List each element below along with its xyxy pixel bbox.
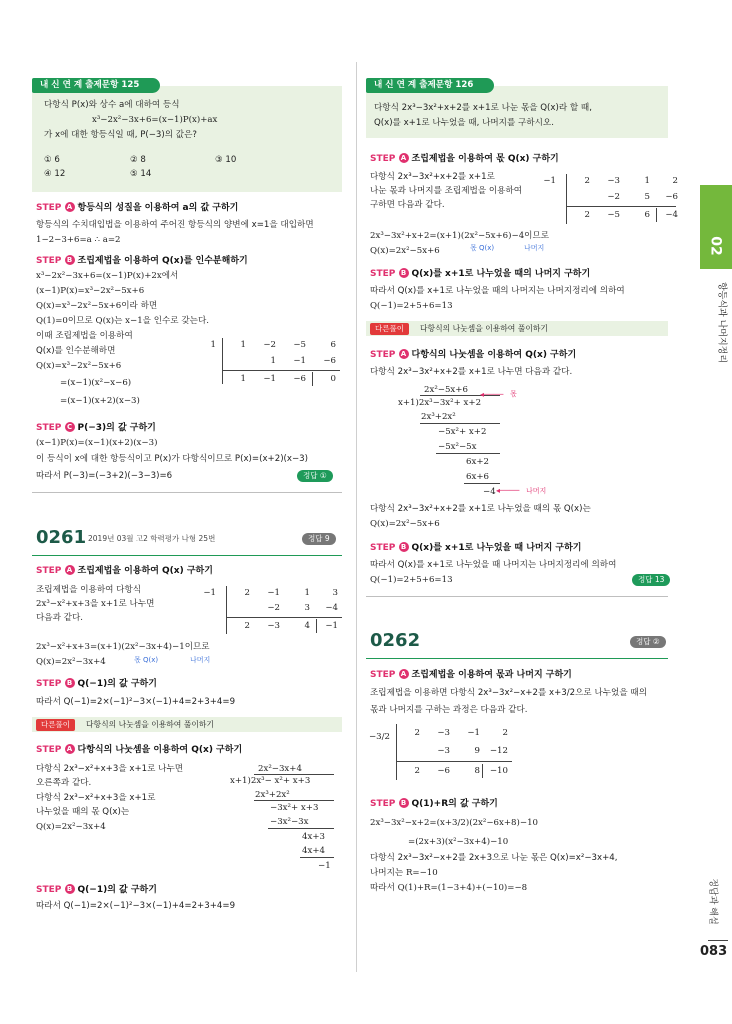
p125-b6: Q(x)를 인수분해하면: [36, 346, 116, 356]
syn-cell: 8: [474, 766, 480, 776]
syn-cell: −1: [293, 356, 306, 366]
syn-cell: 9: [474, 746, 480, 756]
p0261-a2: 2x³−x²+x+3을 x+1로 나누면: [36, 599, 155, 609]
p0262-step-a: STEP A 조립제법을 이용하여 몫과 나머지 구하기: [370, 670, 572, 680]
syn-cell: 6: [330, 340, 336, 350]
p0262-number: 0262: [370, 630, 421, 651]
syn-cell: −1: [467, 728, 480, 738]
p126-step-a: STEP A 조립제법을 이용하여 몫 Q(x) 구하기: [370, 154, 559, 164]
p126-a2: 나눈 몫과 나머지를 조립제법을 이용하여: [370, 186, 523, 196]
p0262-b3: 다항식 2x³−3x²−x+2를 2x+3으로 나눈 몫은 Q(x)=x²−3x+4,: [370, 853, 618, 863]
p125-b3: Q(x)=x³−2x²−5x+6이라 하면: [36, 301, 158, 311]
syn-cell: −2: [607, 192, 620, 202]
p126-a3: 구하면 다음과 같다.: [370, 200, 445, 210]
syn-cell: 2: [244, 588, 250, 598]
div-line: x+1)2x³− x²+ x+3: [230, 776, 311, 786]
syn-cell: 2: [244, 621, 250, 631]
p0261-alt-label: 다른풀이: [36, 719, 75, 731]
chapter-tab: [700, 185, 732, 269]
p0261-step-b2: STEP B Q(−1)의 값 구하기: [36, 885, 157, 895]
p0261-top-rule: [32, 492, 342, 493]
p126-c3: Q(x)=2x²−5x+6: [370, 519, 440, 529]
p126-b2: Q(−1)=2+5+6=13: [370, 301, 453, 311]
syn-cell: −1: [325, 621, 338, 631]
p126-a4: 2x³−3x²+x+2=(x+1)(2x²−5x+6)−4이므로: [370, 231, 550, 241]
p0262-top-rule: [366, 596, 668, 597]
p0261-d5: Q(x)=2x²−3x+4: [36, 822, 106, 832]
p126-e1: 따라서 Q(x)를 x+1로 나누었을 때 나머지는 나머지정리에 의하여: [370, 560, 617, 570]
p126-q2: Q(x)를 x+1로 나누었을 때, 나머지를 구하시오.: [374, 118, 554, 128]
p125-b4: Q(1)=0이므로 Q(x)는 x−1을 인수로 갖는다.: [36, 316, 209, 326]
p0261-note-remainder: 나머지: [190, 656, 211, 664]
syn-cell: 1: [240, 374, 246, 384]
p0261-d2: 오른쪽과 같다.: [36, 778, 92, 788]
div-line: 4x+4: [302, 846, 325, 856]
syn-cell: 2: [584, 176, 590, 186]
div-line: 6x+6: [466, 472, 489, 482]
p0262-a2: 몫과 나머지를 구하는 과정은 다음과 같다.: [370, 705, 528, 715]
div-line: 4x+3: [302, 832, 325, 842]
choice-5: ⑤ 14: [130, 169, 152, 179]
p126-step-b2: STEP B Q(x)를 x+1로 나누었을 때 나머지 구하기: [370, 543, 582, 553]
p0261-note-quotient: 몫 Q(x): [134, 656, 159, 664]
page-number: 083: [700, 944, 728, 959]
div-line: 2x²−5x+6: [424, 385, 468, 395]
p125-c1: (x−1)P(x)=(x−1)(x+2)(x−3): [36, 438, 158, 448]
p0261-source: 2019년 03월 고2 학력평가 나형 25번: [88, 534, 216, 543]
problem-126-header: 내 신 연 계 출제문항 126: [366, 78, 494, 93]
syn-cell: 1: [240, 340, 246, 350]
p126-label-quotient: 몫: [510, 390, 517, 398]
syn-cell: −3: [607, 176, 620, 186]
syn-cell: −6: [665, 192, 678, 202]
syn-cell: 1: [644, 176, 650, 186]
p125-b5: 이때 조립제법을 이용하여: [36, 331, 133, 341]
syn-cell: 2: [502, 728, 508, 738]
p0261-answer-badge: 정답 9: [302, 533, 336, 545]
p126-note-remainder: 나머지: [524, 244, 545, 252]
syn-cell: 1: [304, 588, 310, 598]
p125-b9: =(x−1)(x+2)(x−3): [60, 396, 140, 406]
p125-q2: x³−2x²−3x+6=(x−1)P(x)+ax: [92, 115, 218, 125]
p126-label-remainder: 나머지: [526, 487, 547, 495]
p0261-alt-text: 다항식의 나눗셈을 이용하여 풀이하기: [86, 720, 214, 729]
syn-cell: −4: [325, 603, 338, 613]
p0261-a1: 조립제법을 이용하여 다항식: [36, 585, 142, 595]
chapter-title: 항등식과 나머지정리: [716, 281, 727, 364]
p0262-b5: 따라서 Q(1)+R=(1−3+4)+(−10)=−8: [370, 883, 528, 893]
p125-c3: 따라서 P(−3)=(−3+2)(−3−3)=6: [36, 471, 173, 481]
p0261-step-b: STEP B Q(−1)의 값 구하기: [36, 679, 157, 689]
p0262-a1: 조립제법을 이용하면 다항식 2x³−3x²−x+2를 x+3/2으로 나누었을 때의: [370, 688, 647, 698]
div-line: x+1)2x³−3x²+ x+2: [398, 398, 482, 408]
p126-alt-text: 다항식의 나눗셈을 이용하여 풀이하기: [420, 324, 548, 333]
arrow-left-icon: ◂────: [480, 390, 504, 399]
choice-1: ① 6: [44, 155, 60, 165]
footer-rule: [708, 940, 728, 941]
div-line: −3x²−3x: [270, 817, 309, 827]
p0261-d4: 나누었을 때의 몫 Q(x)는: [36, 807, 130, 817]
p126-c2: 다항식 2x³−3x²+x+2를 x+1로 나누었을 때의 몫 Q(x)는: [370, 504, 591, 514]
syn-cell: 2: [584, 210, 590, 220]
div-line: −1: [318, 861, 331, 871]
p126-note-quotient: 몫 Q(x): [470, 244, 495, 252]
syn-cell: 0: [330, 374, 336, 384]
syn-cell: −2: [263, 340, 276, 350]
syn-cell: −1: [267, 588, 280, 598]
p125-b7: Q(x)=x³−2x²−5x+6: [36, 361, 122, 371]
p0262-b4: 나머지는 R=−10: [370, 868, 438, 878]
syn-cell: 2: [672, 176, 678, 186]
syn-divisor: −3/2: [368, 732, 390, 742]
syn-cell: −1: [263, 374, 276, 384]
p126-answer-badge: 정답 13: [632, 574, 670, 586]
p0261-d3: 다항식 2x³−x²+x+3을 x+1로: [36, 793, 156, 803]
choice-3: ③ 10: [215, 155, 237, 165]
div-line: −4: [483, 487, 496, 497]
p0261-d1: 다항식 2x³−x²+x+3을 x+1로 나누면: [36, 764, 184, 774]
p0262-b2: =(2x+3)(x²−3x+4)−10: [408, 837, 509, 847]
p0261-a4: 2x³−x²+x+3=(x+1)(2x²−3x+4)−1이므로: [36, 642, 210, 652]
p125-c2: 이 등식이 x에 대한 항등식이고 P(x)가 다항식이므로 P(x)=(x+2)(x−3): [36, 454, 309, 464]
p125-answer-badge: 정답 ①: [297, 470, 333, 482]
syn-cell: −3: [437, 728, 450, 738]
syn-cell: −6: [293, 374, 306, 384]
syn-cell: 3: [332, 588, 338, 598]
p126-step-a2: STEP A 다항식의 나눗셈을 이용하여 Q(x) 구하기: [370, 350, 577, 360]
syn-cell: −10: [489, 766, 508, 776]
p126-step-b: STEP B Q(x)를 x+1로 나누었을 때의 나머지 구하기: [370, 269, 591, 279]
choice-4: ④ 12: [44, 169, 66, 179]
p125-q1: 다항식 P(x)와 상수 a에 대하여 등식: [44, 100, 180, 110]
syn-divisor: 1: [210, 340, 216, 350]
div-line: −5x²+ x+2: [438, 427, 487, 437]
p0262-step-b: STEP B Q(1)+R의 값 구하기: [370, 799, 498, 809]
p126-a1: 다항식 2x³−3x²+x+2를 x+1로: [370, 172, 495, 182]
syn-cell: −4: [665, 210, 678, 220]
div-line: −3x²+ x+3: [270, 803, 319, 813]
p125-step-b: STEP B 조립제법을 이용하여 Q(x)를 인수분해하기: [36, 256, 248, 266]
syn-divisor: −1: [543, 176, 556, 186]
choice-2: ② 8: [130, 155, 146, 165]
p126-c1: 다항식 2x³−3x²+x+2를 x+1로 나누면 다음과 같다.: [370, 367, 573, 377]
syn-cell: 3: [304, 603, 310, 613]
p0261-rule: [32, 555, 342, 556]
div-line: 2x²−3x+4: [258, 764, 302, 774]
syn-cell: 2: [414, 766, 420, 776]
p0261-number: 0261: [36, 527, 87, 548]
column-divider: [356, 62, 357, 972]
syn-cell: 5: [644, 192, 650, 202]
div-line: 2x³+2x²: [421, 412, 456, 422]
p0261-a5: Q(x)=2x²−3x+4: [36, 657, 106, 667]
div-line: 6x+2: [466, 457, 489, 467]
p0261-step-a: STEP A 조립제법을 이용하여 Q(x) 구하기: [36, 566, 213, 576]
arrow-left-icon: ◂────: [496, 486, 520, 495]
p0262-rule: [366, 658, 668, 659]
syn-cell: 4: [304, 621, 310, 631]
syn-cell: 6: [644, 210, 650, 220]
syn-cell: 1: [270, 356, 276, 366]
p125-b2: (x−1)P(x)=x³−2x²−5x+6: [36, 286, 145, 296]
footer-label: 정답과 해설: [707, 878, 718, 925]
p126-e2: Q(−1)=2+5+6=13: [370, 575, 453, 585]
problem-125-header: 내 신 연 계 출제문항 125: [32, 78, 160, 93]
syn-cell: −3: [267, 621, 280, 631]
syn-cell: −2: [267, 603, 280, 613]
syn-cell: 2: [414, 728, 420, 738]
p0262-answer-badge: 정답 ②: [630, 636, 666, 648]
p125-a2: 1−2−3+6=a ∴ a=2: [36, 235, 121, 245]
p125-step-a: STEP A 항등식의 성질을 이용하여 a의 값 구하기: [36, 203, 239, 213]
p0261-b1: 따라서 Q(−1)=2×(−1)²−3×(−1)+4=2+3+4=9: [36, 697, 236, 707]
syn-divisor: −1: [203, 588, 216, 598]
syn-cell: −12: [489, 746, 508, 756]
p126-q1: 다항식 2x³−3x²+x+2를 x+1로 나눈 몫을 Q(x)라 할 때,: [374, 103, 592, 113]
syn-cell: −3: [437, 746, 450, 756]
p125-b8: =(x−1)(x²−x−6): [60, 378, 132, 388]
p0262-b1: 2x³−3x²−x+2=(x+3/2)(2x²−6x+8)−10: [370, 818, 539, 828]
p126-a5: Q(x)=2x²−5x+6: [370, 246, 440, 256]
p126-b1: 따라서 Q(x)를 x+1로 나누었을 때의 나머지는 나머지정리에 의하여: [370, 286, 625, 296]
syn-cell: −6: [437, 766, 450, 776]
p0261-step-a2: STEP A 다항식의 나눗셈을 이용하여 Q(x) 구하기: [36, 745, 243, 755]
div-line: 2x³+2x²: [255, 790, 290, 800]
chapter-tab-number: 02: [707, 236, 724, 256]
p125-a1: 항등식의 수치대입법을 이용하여 주어진 항등식의 양변에 x=1을 대입하면: [36, 220, 314, 230]
syn-cell: −5: [293, 340, 306, 350]
p0261-e1: 따라서 Q(−1)=2×(−1)²−3×(−1)+4=2+3+4=9: [36, 901, 236, 911]
div-line: −5x²−5x: [438, 442, 477, 452]
p125-step-c: STEP C P(−3)의 값 구하기: [36, 423, 156, 433]
p0261-a3: 다음과 같다.: [36, 613, 83, 623]
p125-q3: 가 x에 대한 항등식일 때, P(−3)의 값은?: [44, 130, 197, 140]
syn-cell: −6: [323, 356, 336, 366]
syn-cell: −5: [607, 210, 620, 220]
p126-alt-label: 다른풀이: [370, 323, 409, 335]
p125-b1: x³−2x²−3x+6=(x−1)P(x)+2x에서: [36, 271, 179, 281]
